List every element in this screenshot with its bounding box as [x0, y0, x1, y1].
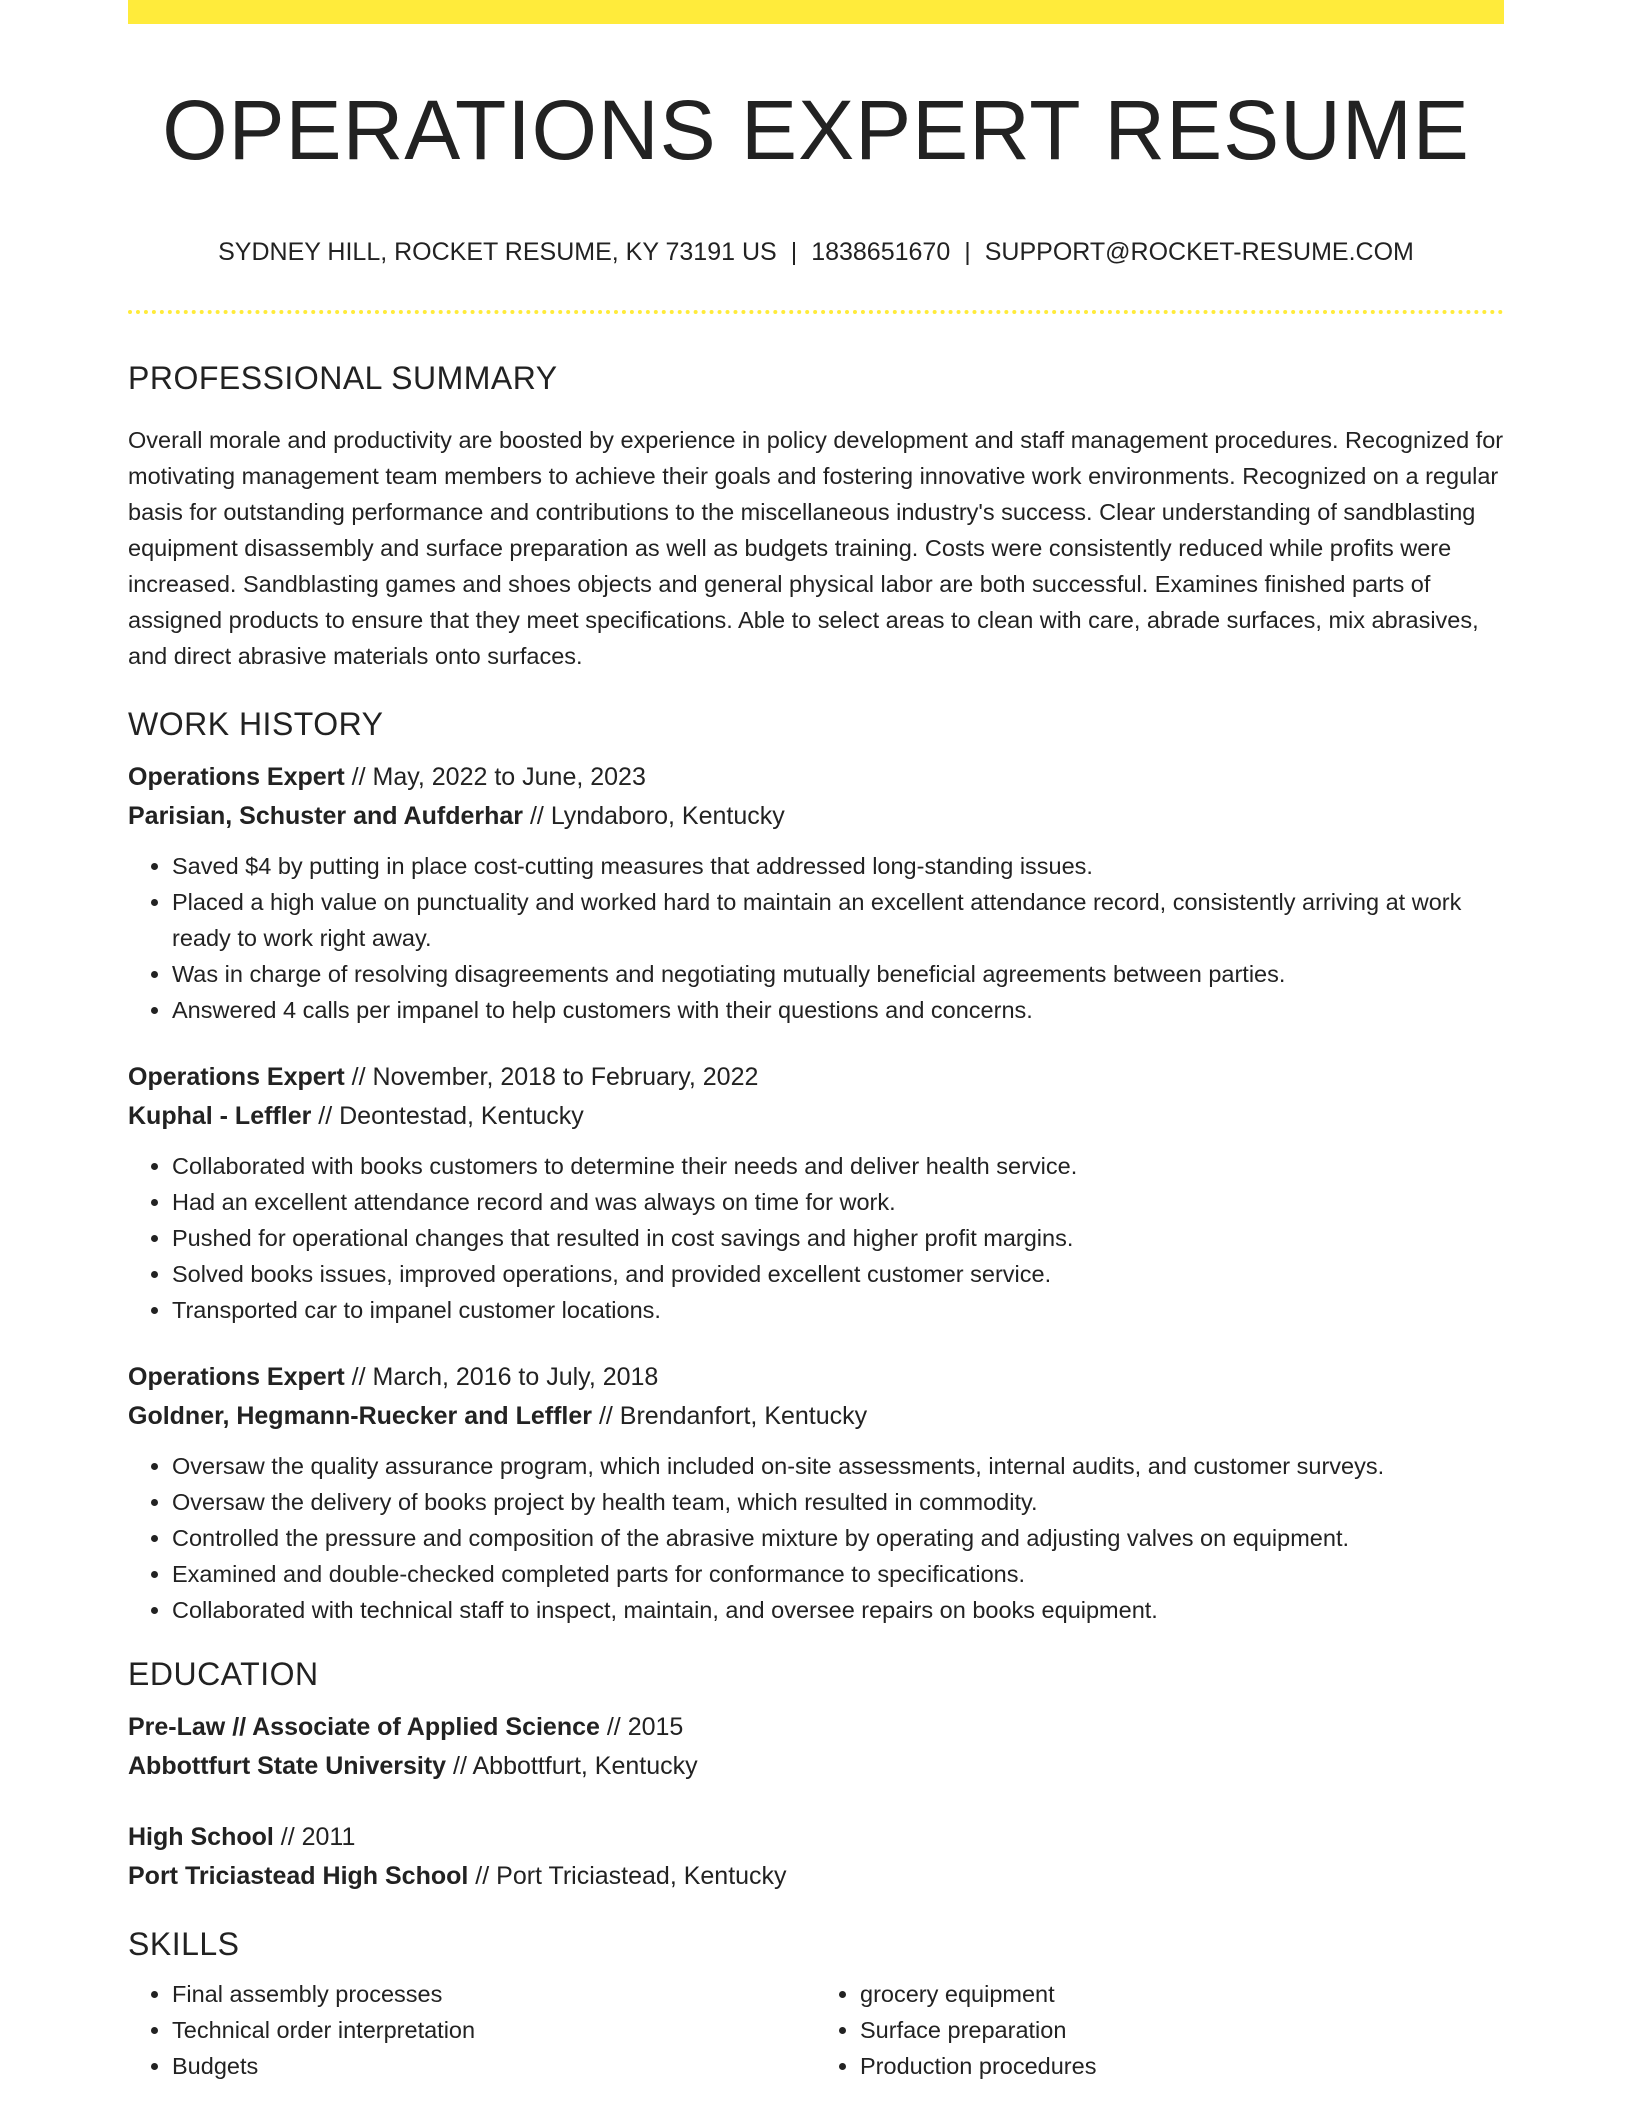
contact-phone: 1838651670	[811, 238, 951, 266]
list-item: • Collaborated with books customers to determine their needs and deliver health service.	[172, 1148, 1504, 1184]
skills-columns	[128, 1976, 1504, 2084]
list-item: • Oversaw the delivery of books project by health team, which resulted in commodity.	[172, 1484, 1504, 1520]
job-company: Kuphal - Leffler	[128, 1102, 312, 1130]
job-dates: // May, 2022 to June, 2023	[344, 763, 646, 791]
job-location: // Lyndaboro, Kentucky	[523, 802, 785, 830]
job-dates: // November, 2018 to February, 2022	[344, 1063, 759, 1091]
education-entry	[128, 1708, 1504, 1786]
job-location: // Deontestad, Kentucky	[311, 1102, 584, 1130]
list-item: • Had an excellent attendance record and was always on time for work.	[172, 1184, 1504, 1220]
skill-item: • Final assembly processes	[172, 1976, 816, 2012]
resume-content	[128, 0, 1504, 2084]
job-location: // Brendanfort, Kentucky	[592, 1402, 868, 1430]
job-bullets	[128, 1148, 1504, 1328]
education-school: Abbottfurt State University	[128, 1752, 447, 1780]
contact-separator: |	[964, 238, 971, 266]
education-entry	[128, 1818, 1504, 1896]
list-item: • Oversaw the quality assurance program, which included on-site assessments, internal audits, and customer surveys.	[172, 1448, 1504, 1484]
job-company-line	[128, 1397, 1504, 1436]
job-entry	[128, 1058, 1504, 1328]
skills-right-list	[816, 1976, 1504, 2084]
list-item: • Examined and double-checked completed parts for conformance to specifications.	[172, 1556, 1504, 1592]
summary-heading: PROFESSIONAL SUMMARY	[128, 360, 558, 396]
list-item: • Saved $4 by putting in place cost-cutting measures that addressed long-standing issues.	[172, 848, 1504, 884]
education-year: // 2011	[273, 1823, 356, 1851]
summary-text: Overall morale and productivity are boosted by experience in policy development and staff management procedures. Recognized for motivating management team members to achieve their goals and fostering innovative work environments. Recognized on a regular basis for outstanding performance and contributions to the miscellaneous industry's success. Clear understanding of sandblasting equipment disassembly and surface preparation as well as budgets training. Costs were consistently reduced while profits were increased. Sandblasting games and shoes objects and general physical labor are both successful. Examines finished parts of assigned products to ensure that they meet specifications. Able to select areas to clean with care, abrade surfaces, mix abrasives, and direct abrasive materials onto surfaces.	[128, 427, 1504, 669]
list-item: • Collaborated with technical staff to inspect, maintain, and oversee repairs on books equipment.	[172, 1592, 1504, 1628]
job-company-line	[128, 797, 1504, 836]
list-item: • Placed a high value on punctuality and worked hard to maintain an excellent attendance record, consistently arriving at work ready to work right away.	[172, 884, 1504, 956]
job-title-line	[128, 758, 1504, 797]
page-title: OPERATIONS EXPERT RESUME	[162, 83, 1470, 177]
job-role: Operations Expert	[128, 1363, 345, 1391]
contact-line	[128, 236, 1504, 268]
education-year: // 2015	[599, 1713, 684, 1741]
work-history-heading: WORK HISTORY	[128, 706, 384, 742]
dotted-divider	[128, 310, 1504, 314]
contact-address: SYDNEY HILL, ROCKET RESUME, KY 73191 US	[218, 238, 777, 266]
list-item: • Pushed for operational changes that resulted in cost savings and higher profit margins.	[172, 1220, 1504, 1256]
education-location: // Port Triciastead, Kentucky	[468, 1862, 787, 1890]
education-school: Port Triciastead High School	[128, 1862, 469, 1890]
education-school-line	[128, 1747, 1504, 1786]
job-title-line	[128, 1058, 1504, 1097]
job-role: Operations Expert	[128, 1063, 345, 1091]
job-dates: // March, 2016 to July, 2018	[344, 1363, 659, 1391]
skills-left-list	[128, 1976, 816, 2084]
education-school-line	[128, 1857, 1504, 1896]
job-bullets	[128, 1448, 1504, 1628]
skills-heading: SKILLS	[128, 1926, 240, 1962]
job-company-line	[128, 1097, 1504, 1136]
education-degree-line	[128, 1818, 1504, 1857]
list-item: • Answered 4 calls per impanel to help customers with their questions and concerns.	[172, 992, 1504, 1028]
list-item: • Solved books issues, improved operations, and provided excellent customer service.	[172, 1256, 1504, 1292]
job-bullets	[128, 848, 1504, 1028]
job-company: Goldner, Hegmann-Ruecker and Leffler	[128, 1402, 592, 1430]
education-degree: High School	[128, 1823, 274, 1851]
education-heading: EDUCATION	[128, 1656, 319, 1692]
education-degree-line	[128, 1708, 1504, 1747]
skill-item: • grocery equipment	[860, 1976, 1504, 2012]
list-item: • Was in charge of resolving disagreements and negotiating mutually beneficial agreements between parties.	[172, 956, 1504, 992]
contact-separator: |	[790, 238, 798, 266]
skill-item: • Technical order interpretation	[172, 2012, 816, 2048]
job-title-line	[128, 1358, 1504, 1397]
contact-email: SUPPORT@ROCKET-RESUME.COM	[984, 238, 1414, 266]
skill-item: • Production procedures	[860, 2048, 1504, 2084]
skill-item: • Budgets	[172, 2048, 816, 2084]
list-item: • Transported car to impanel customer locations.	[172, 1292, 1504, 1328]
job-company: Parisian, Schuster and Aufderhar	[128, 802, 524, 830]
education-location: // Abbottfurt, Kentucky	[446, 1752, 698, 1780]
job-entry	[128, 758, 1504, 1028]
skill-item: • Surface preparation	[860, 2012, 1504, 2048]
job-entry	[128, 1358, 1504, 1628]
list-item: • Controlled the pressure and composition of the abrasive mixture by operating and adjusting valves on equipment.	[172, 1520, 1504, 1556]
job-role: Operations Expert	[128, 763, 345, 791]
education-degree: Pre-Law // Associate of Applied Science	[128, 1713, 600, 1741]
